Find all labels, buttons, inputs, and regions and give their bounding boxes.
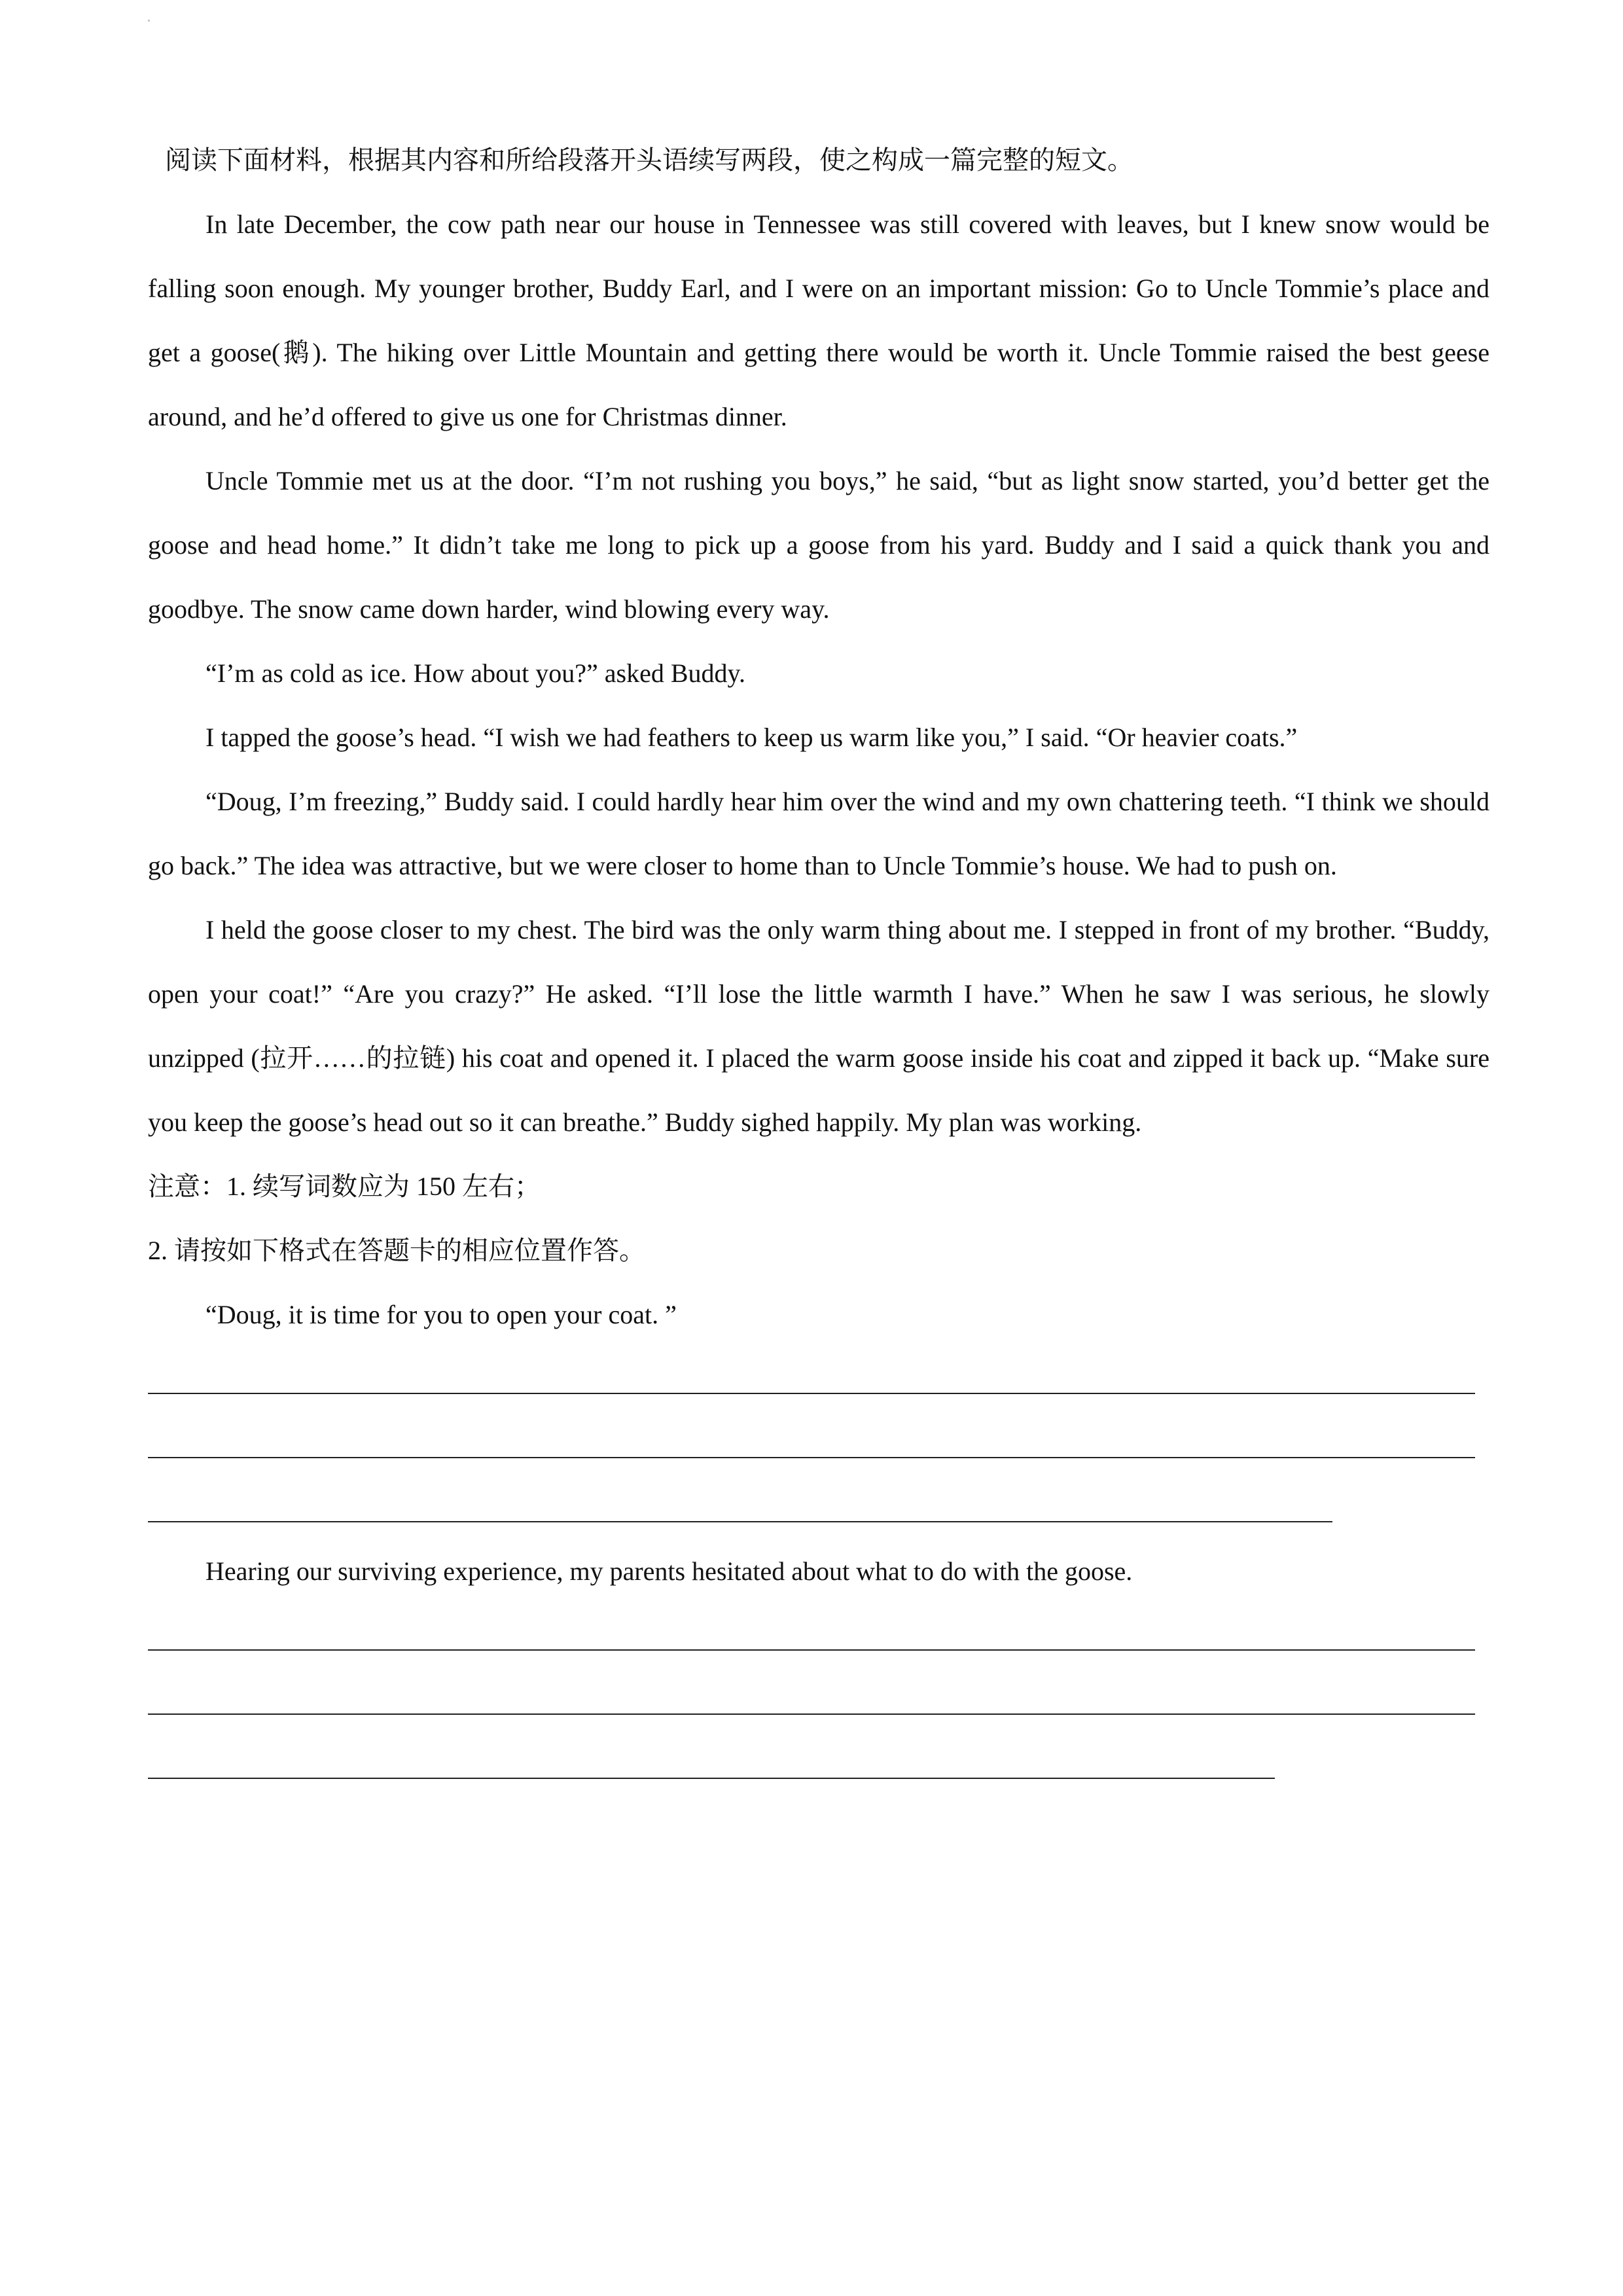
story-text bbox=[148, 192, 1489, 1155]
story-paragraph-1: In late December, the cow path near our house in Tennessee was still covered with leaves, but I knew snow would be falling soon enough. My younger brother, Buddy Earl, and I were on an important mission: Go to Uncle Tommie’s place and get a goose(鹅). The hiking over Little Mountain and getting there would be worth it. Uncle Tommie raised the best geese around, and he’d offered to give us one for Christmas dinner. bbox=[148, 209, 1489, 431]
answer-line[interactable] bbox=[148, 1475, 1489, 1539]
answer-line[interactable] bbox=[148, 1732, 1489, 1796]
task-instruction: 阅读下面材料，根据其内容和所给段落开头语续写两段，使之构成一篇完整的短文。 bbox=[165, 145, 1133, 175]
answer-line[interactable] bbox=[148, 1604, 1489, 1668]
story-paragraph-2: Uncle Tommie met us at the door. “I’m not rushing you boys,” he said, “but as light snow started, you’d better get the goose and head home.” It didn’t take me long to pick up a goose from his yard. Buddy and I said a quick thank you and goodbye. The snow came down harder, wind blowing every way. bbox=[148, 466, 1489, 624]
note-format: 2. 请按如下格式在答题卡的相应位置作答。 bbox=[148, 1236, 645, 1265]
document-content bbox=[148, 128, 1489, 1796]
story-paragraph-4: I tapped the goose’s head. “I wish we had feathers to keep us warm like you,” I said. “Or heavier coats.” bbox=[205, 723, 1298, 752]
story-paragraph-5: “Doug, I’m freezing,” Buddy said. I could hardly hear him over the wind and my own chattering teeth. “I think we should go back.” The idea was attractive, but we were closer to home than to Uncle Tommie’s house. We had to push on. bbox=[148, 787, 1489, 880]
story-paragraph-3: “I’m as cold as ice. How about you?” asked Buddy. bbox=[205, 658, 745, 688]
answer-blanks-1 bbox=[148, 1347, 1489, 1539]
answer-line[interactable] bbox=[148, 1347, 1489, 1411]
answer-line[interactable] bbox=[148, 1411, 1489, 1475]
story-paragraph-6: I held the goose closer to my chest. The bird was the only warm thing about me. I stepped in front of my brother. “Buddy, open your coat!” “Are you crazy?” He asked. “I’ll lose the little warmth I have.” When he saw I was serious, he slowly unzipped (拉开……的拉链) his coat and opened it. I placed the warm goose inside his coat and zipped it back up. “Make sure you keep the goose’s head out so it can breathe.” Buddy sighed happily. My plan was working. bbox=[148, 915, 1489, 1137]
answer-blanks-2 bbox=[148, 1604, 1489, 1796]
note-word-count: 注意：1. 续写词数应为 150 左右； bbox=[148, 1172, 541, 1201]
page-corner-mark bbox=[148, 20, 150, 22]
answer-line[interactable] bbox=[148, 1668, 1489, 1732]
continuation-prompt-1: “Doug, it is time for you to open your coat. ” bbox=[205, 1300, 677, 1329]
continuation-prompt-2: Hearing our surviving experience, my parents hesitated about what to do with the goose. bbox=[205, 1556, 1133, 1586]
